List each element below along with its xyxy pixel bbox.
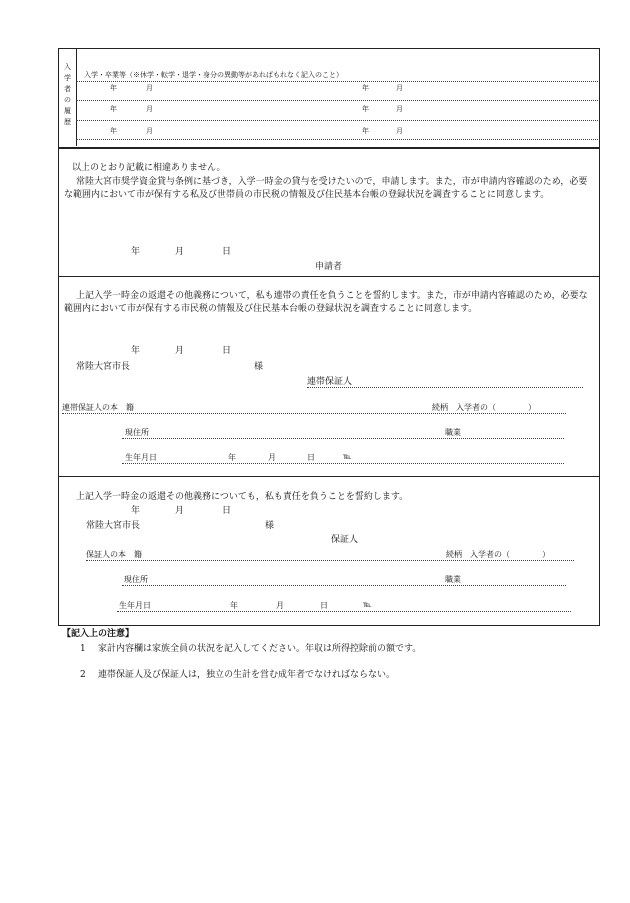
- guarantor-domicile-label: 保証人の本 籍: [86, 550, 142, 559]
- joint-guarantor-year: 年: [131, 346, 141, 356]
- guarantor-title: 保証人: [331, 535, 359, 545]
- joint-guarantor-domicile-label: 連帯保証人の本 籍: [62, 403, 134, 412]
- history-year: 年: [362, 105, 369, 113]
- history-row-line: [76, 100, 598, 101]
- history-table: [58, 48, 600, 148]
- applicant-line1: 以上のとおり記載に相違ありません。: [72, 163, 226, 173]
- joint-guarantor-name-line: [307, 387, 583, 388]
- history-year: 年: [362, 127, 369, 135]
- section-divider: [58, 476, 599, 477]
- guarantor-birth-label: 生年月日: [119, 601, 151, 610]
- guarantor-body: 上記入学一時金の返還その他義務についても，私も責任を負うことを誓約します。: [76, 492, 409, 502]
- history-row-line: [76, 120, 598, 121]
- guarantor-birth-day: 日: [320, 601, 328, 610]
- applicant-day: 日: [222, 247, 232, 257]
- history-month: 月: [396, 127, 403, 135]
- joint-guarantor-birth-line: [122, 463, 564, 464]
- history-month: 月: [146, 127, 153, 135]
- applicant-year: 年: [131, 247, 141, 257]
- history-header: 入学・卒業等（※休学・転学・退学・身分の異動等があればもれなく記入のこと）: [84, 71, 343, 79]
- guarantor-month: 月: [175, 506, 185, 516]
- history-row-line: [76, 81, 598, 82]
- guarantor-address-line: [122, 585, 566, 586]
- guarantor-birth-line: [117, 611, 571, 612]
- history-year: 年: [110, 105, 117, 113]
- guarantor-day: 日: [222, 506, 232, 516]
- guarantor-address-label: 現住所: [124, 575, 148, 584]
- history-month: 月: [396, 84, 403, 92]
- applicant-month: 月: [175, 247, 185, 257]
- history-year: 年: [110, 127, 117, 135]
- history-month: 月: [146, 105, 153, 113]
- history-month: 月: [146, 84, 153, 92]
- history-year: 年: [362, 84, 369, 92]
- joint-guarantor-address-line: [122, 438, 564, 439]
- note-1-number: 1: [80, 644, 86, 654]
- notes-heading: 【記入上の注意】: [62, 629, 135, 639]
- guarantor-year: 年: [131, 506, 141, 516]
- joint-guarantor-day: 日: [222, 346, 232, 356]
- guarantor-birth-year: 年: [230, 601, 238, 610]
- joint-guarantor-body: 上記入学一時金の返還その他義務について，私も連帯の責任を負うことを誓約します。また，市が申請内容確認のため，必要な範囲内において市が保有する市民税の情報及び住民基本台帳の登録状況を調査することに同意します。: [64, 291, 588, 314]
- note-1-text: 家計内容欄は家族全員の状況を記入してください。年収は所得控除前の額です。: [98, 644, 422, 654]
- joint-guarantor-tel-label: ℡: [343, 452, 352, 461]
- joint-guarantor-domicile-line: [62, 413, 566, 414]
- guarantor-mayor: 常陸大宮市長: [86, 521, 141, 531]
- guarantor-relation-label: 続柄 入学者の（ ）: [446, 550, 550, 559]
- joint-guarantor-mayor: 常陸大宮市長: [76, 362, 131, 372]
- joint-guarantor-sama: 様: [254, 362, 264, 372]
- note-2-number: 2: [80, 670, 86, 680]
- history-month: 月: [396, 105, 403, 113]
- joint-guarantor-birth-month: 月: [268, 453, 276, 462]
- history-year: 年: [110, 84, 117, 92]
- section-divider: [58, 276, 599, 277]
- joint-guarantor-month: 月: [175, 346, 185, 356]
- joint-guarantor-birth-day: 日: [307, 453, 315, 462]
- history-row-line: [76, 139, 598, 140]
- history-label-divider: [76, 48, 77, 146]
- joint-guarantor-birth-year: 年: [228, 453, 236, 462]
- guarantor-occupation-label: 職業: [445, 575, 461, 584]
- joint-guarantor-occupation-label: 職業: [445, 428, 461, 437]
- note-2-text: 連帯保証人及び保証人は，独立の生計を営む成年者でなければならない。: [98, 670, 396, 680]
- joint-guarantor-birth-label: 生年月日: [125, 453, 157, 462]
- joint-guarantor-relation-label: 続柄 入学者の（ ）: [432, 403, 536, 412]
- guarantor-tel-label: ℡: [363, 600, 372, 609]
- guarantor-domicile-line: [86, 560, 574, 561]
- guarantor-sama: 様: [265, 521, 275, 531]
- applicant-signer: 申請者: [315, 262, 343, 272]
- joint-guarantor-title: 連帯保証人: [307, 377, 353, 387]
- history-side-label: 入 学 者 の 履 歴: [64, 63, 71, 126]
- joint-guarantor-address-label: 現住所: [125, 428, 149, 437]
- applicant-body: 常陸大宮市奨学資金貸与条例に基づき，入学一時金の貸与を受けたいので，申請します。また，市が申請内容確認のため，必要な範囲内において市が保有する私及び世帯員の市民税の情報及び住民基本台帳の登録状況を調査することに同意します。: [64, 177, 588, 200]
- guarantor-birth-month: 月: [276, 601, 284, 610]
